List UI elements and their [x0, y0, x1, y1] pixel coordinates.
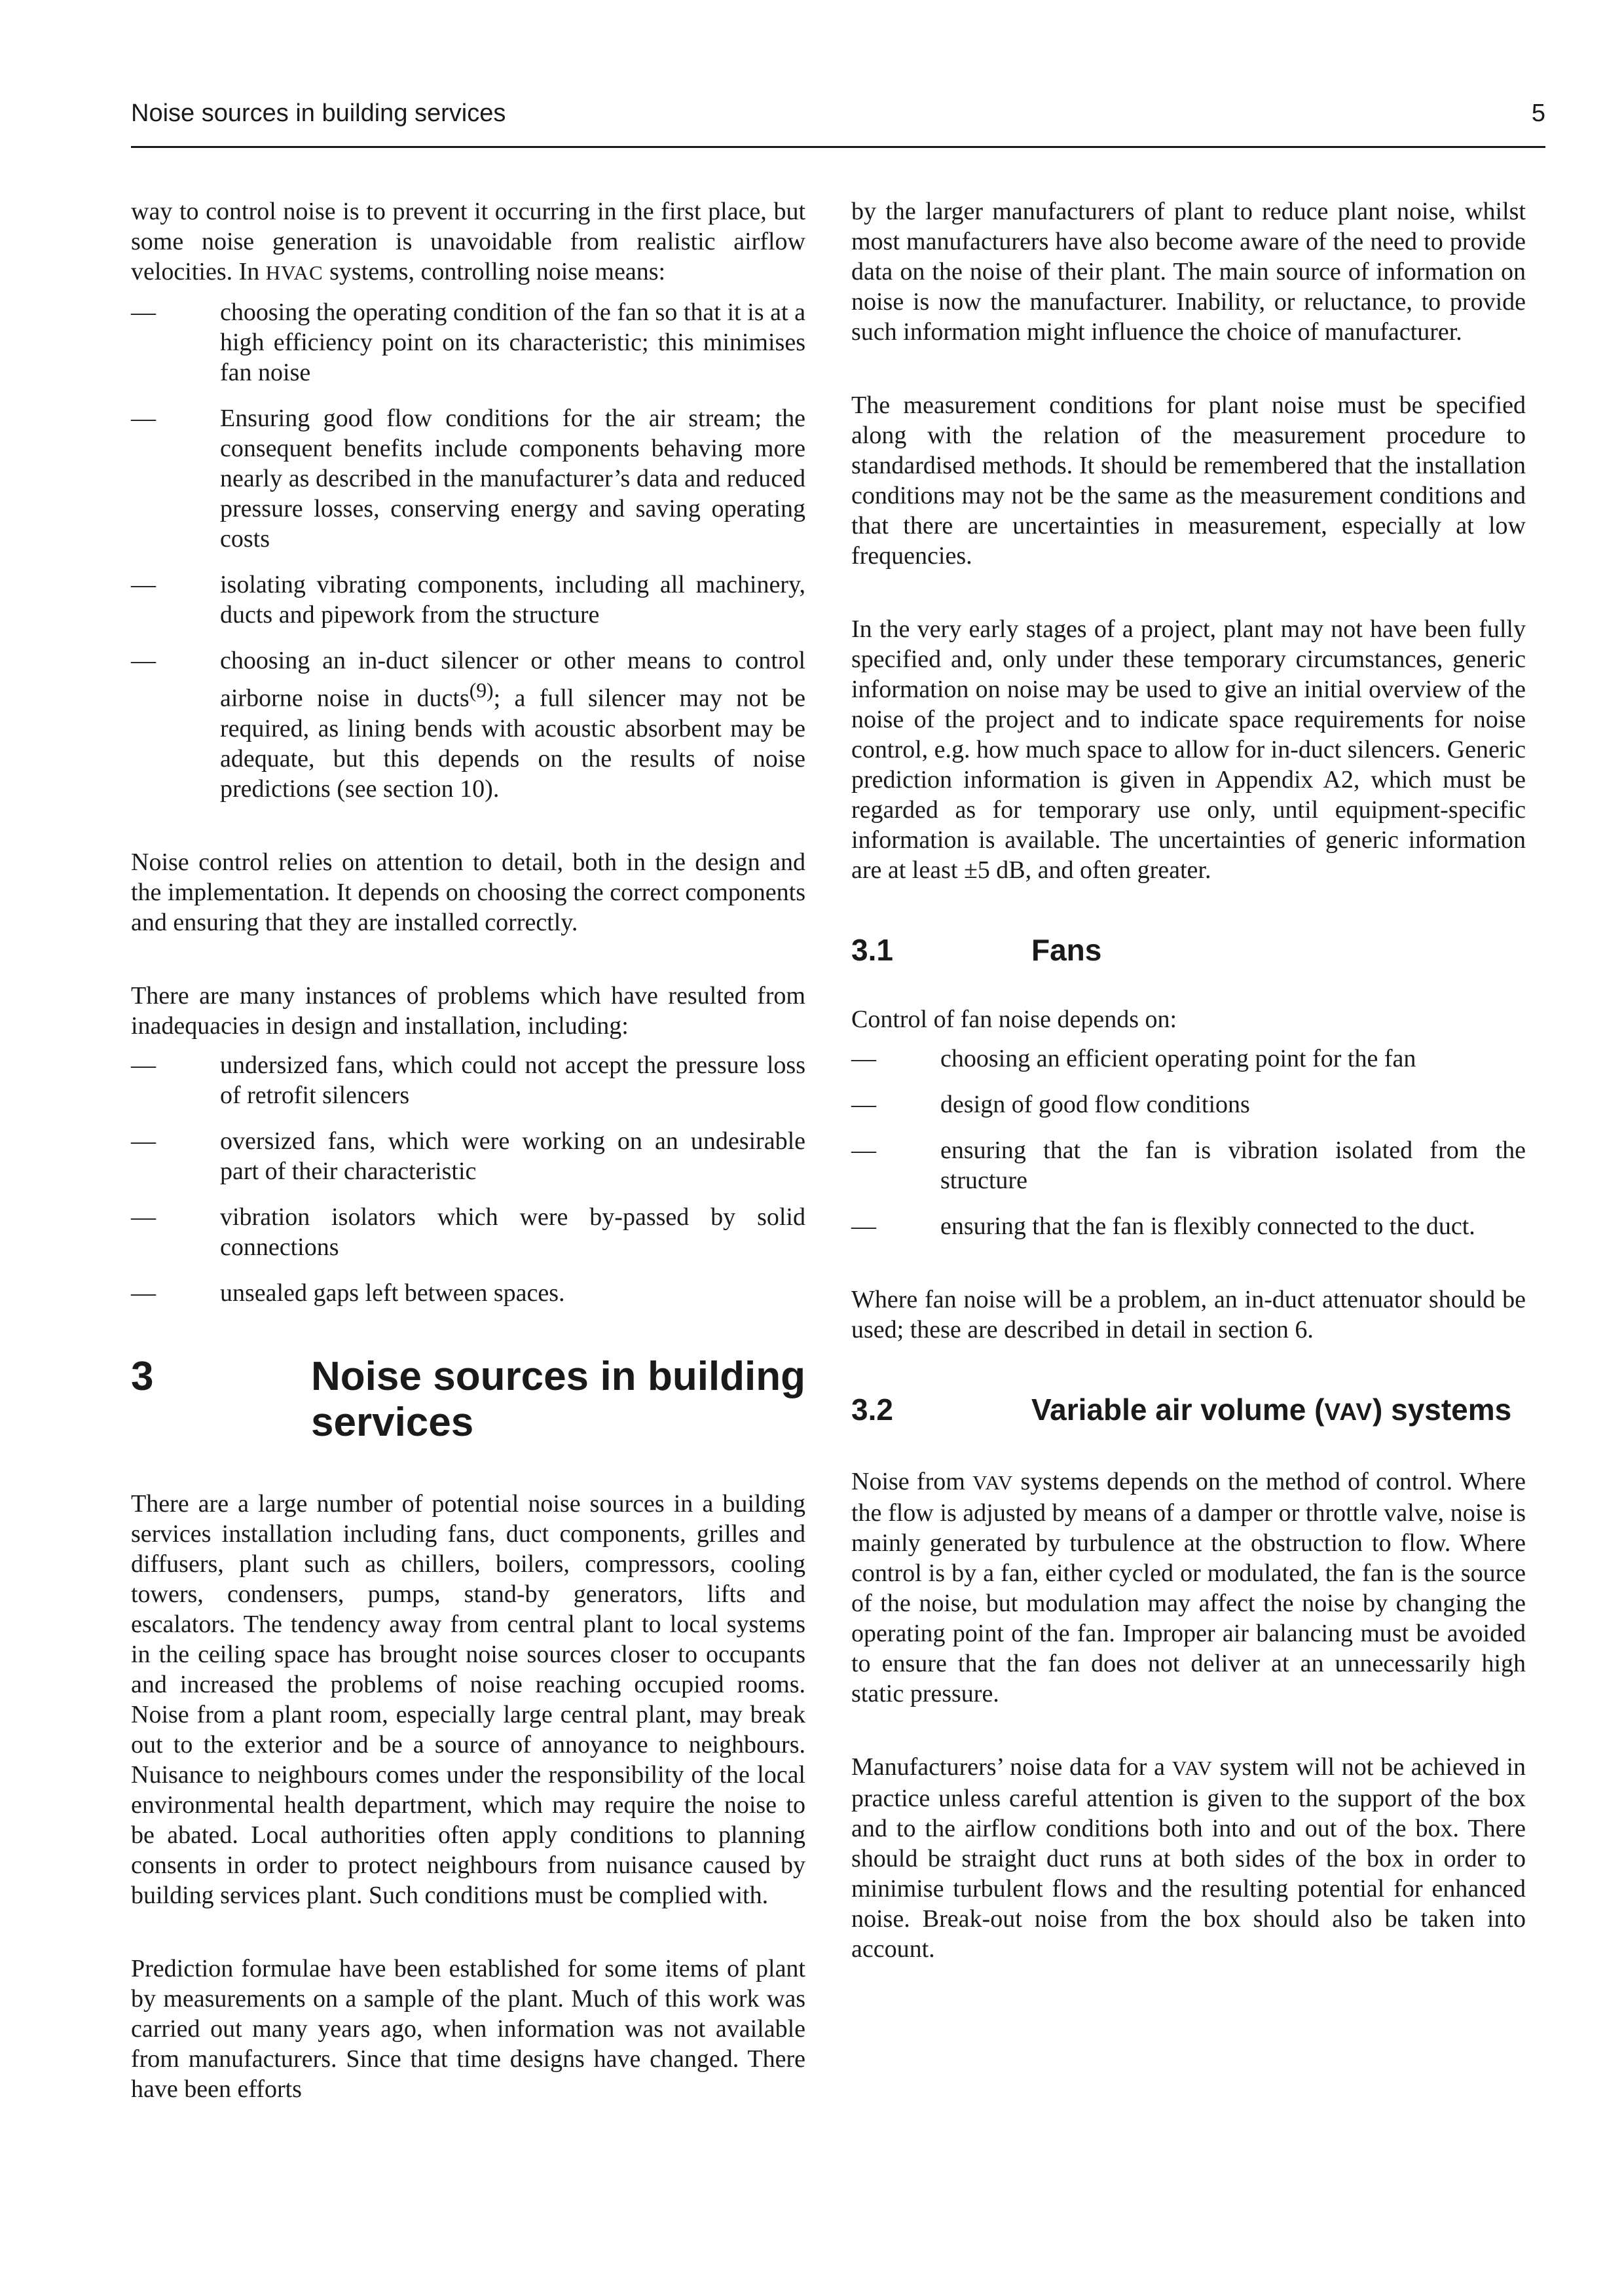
list-item: — oversized fans, which were working on an undesirable part of their characteristic	[131, 1127, 805, 1185]
list-item: — ensuring that the fan is flexibly connected to the duct.	[851, 1212, 1475, 1240]
problems-list	[131, 1050, 805, 1308]
detail-paragraph: Noise control relies on attention to detail, both in the design and the implementation. It depends on choosing the correct components and ensuring that they are installed correctly.	[131, 848, 805, 936]
manufacturers-paragraph: by the larger manufacturers of plant to reduce plant noise, whilst most manufacturers have also become aware of the need to provide data on the noise of their plant. The main source of information on noise is now the manufacturer. Inability, or reluctance, to provide such information might influence the choice of manufacturer.	[851, 198, 1526, 346]
section-title: Noise sources in building services	[311, 1353, 805, 1445]
dash-bullet: —	[131, 1203, 156, 1231]
dash-bullet: —	[131, 1127, 156, 1155]
noise-sources-paragraph: There are a large number of potential noise sources in a building services installation including fans, duct components, grilles and diffusers, plant such as chillers, boilers, compressors, cooling towers, condensers, pumps, stand-by generators, lifts and escalators. The tendency away from central plant to local systems in the ceiling space has brought noise sources closer to occupants and increased the problems of noise reaching occupied rooms. Noise from a plant room, especially large central plant, may break out to the exterior and be a source of annoyance to neighbours. Nuisance to neighbours comes under the responsibility of the local environmental health department, which may require the noise to be abated. Local authorities often apply conditions to planning consents in order to protect neighbours from nuisance caused by building services plant. Such conditions must be complied with.	[131, 1489, 805, 1909]
page-number: 5	[1531, 100, 1545, 127]
section-number: 3	[131, 1353, 154, 1399]
list-item: — unsealed gaps left between spaces.	[131, 1279, 565, 1307]
dash-bullet: —	[131, 1051, 156, 1079]
dash-bullet: —	[851, 1137, 876, 1164]
dash-bullet: —	[131, 405, 156, 432]
dash-bullet: —	[851, 1212, 876, 1240]
dash-bullet: —	[851, 1091, 876, 1118]
vav-paragraph-2: Manufacturers’ noise data for a VAV system will not be achieved in practice unless careful attention is given to the support of the box and to the airflow conditions both into and out of the box. There should be straight duct runs at both sides of the box in order to minimise turbulent flows and the resulting potential for enhanced noise. Break-out noise from the box should also be taken into account.	[851, 1753, 1526, 1963]
measurement-paragraph: The measurement conditions for plant noise must be specified along with the relation of the measurement procedure to standardised methods. It should be remembered that the installation conditions may not be the same as the measurement conditions and that there are uncertainties in measurement, especially at low frequencies.	[851, 392, 1526, 570]
section-number: 3.2	[851, 1393, 893, 1427]
list-item: — choosing an efficient operating point for the fan	[851, 1045, 1416, 1072]
dash-bullet: —	[131, 299, 156, 326]
intro-paragraph: way to control noise is to prevent it occurring in the first place, but some noise generation is unavoidable from realistic airflow velocities. In HVAC systems, controlling noise means:	[131, 198, 805, 285]
list-item: — vibration isolators which were by-passed by solid connections	[131, 1203, 805, 1261]
abbreviation-hvac: HVAC	[265, 261, 323, 284]
section-3-heading	[131, 1354, 805, 1446]
reference-superscript: (9)	[469, 679, 494, 702]
right-column	[851, 196, 1526, 2007]
section-3-2-heading	[851, 1388, 1526, 1434]
left-column	[131, 196, 805, 2147]
section-number: 3.1	[851, 933, 893, 967]
abbreviation-vav: VAV	[1324, 1398, 1373, 1425]
header-rule	[131, 146, 1545, 148]
fans-intro: Control of fan noise depends on:	[851, 1006, 1177, 1033]
list-item: — choosing the operating condition of the fan so that it is at a high efficiency point on its characteristic; this minimises fan noise	[131, 299, 805, 386]
generic-information-paragraph: In the very early stages of a project, plant may not have been fully specified and, only under these temporary circumstances, generic information on noise may be used to give an initial overview of the noise of the project and to indicate space requirements for noise control, e.g. how much space to allow for in-duct silencers. Generic prediction information is given in Appendix A2, which must be regarded as for temporary use only, until equipment-specific information is available. The uncertainties of generic information are at least ±5 dB, and often greater.	[851, 615, 1526, 884]
problems-intro: There are many instances of problems which have resulted from inadequacies in design and installation, including:	[131, 981, 805, 1040]
prediction-paragraph: Prediction formulae have been established for some items of plant by measurements on a sample of the plant. Much of this work was carried out many years ago, when information was not available from manufacturers. Since that time designs have changed. There have been efforts	[131, 1954, 805, 2103]
dash-bullet: —	[131, 571, 156, 598]
dash-bullet: —	[131, 1279, 156, 1307]
section-title: Variable air volume (VAV) systems	[1031, 1393, 1512, 1427]
section-3-1-heading	[851, 928, 1526, 972]
list-item: — design of good flow conditions	[851, 1091, 1250, 1118]
fan-noise-list	[851, 1044, 1526, 1241]
list-item: — choosing an in-duct silencer or other means to control airborne noise in ducts$^{(9)}$; a full silencer may not be required, as lining bends with acoustic absorbent may be adequate, but this depends on the results of noise predictions (see section 10).	[131, 647, 805, 803]
abbreviation-vav: VAV	[1172, 1757, 1213, 1779]
list-item: — isolating vibrating components, including all machinery, ducts and pipework from the structure	[131, 571, 805, 629]
dash-bullet: —	[851, 1045, 876, 1072]
noise-control-list	[131, 297, 805, 804]
list-item: — ensuring that the fan is vibration isolated from the structure	[851, 1137, 1526, 1194]
running-header-title: Noise sources in building services	[131, 100, 506, 127]
abbreviation-vav: VAV	[972, 1471, 1014, 1494]
list-item: — Ensuring good flow conditions for the air stream; the consequent benefits include components behaving more nearly as described in the manufacturer’s data and reduced pressure losses, conserving energy and saving operating costs	[131, 405, 805, 553]
fans-closing-paragraph: Where fan noise will be a problem, an in-duct attenuator should be used; these are described in detail in section 6.	[851, 1286, 1526, 1343]
list-item: — undersized fans, which could not accept the pressure loss of retrofit silencers	[131, 1051, 805, 1109]
vav-paragraph-1: Noise from VAV systems depends on the method of control. Where the flow is adjusted by means of a damper or throttle valve, noise is mainly generated by turbulence at the obstruction to flow. Where control is by a fan, either cycled or modulated, the fan is the source of the noise, but modulation may affect the noise by changing the operating point of the fan. Improper air balancing must be avoided to ensure that the fan does not deliver at an unnecessarily high static pressure.	[851, 1468, 1526, 1707]
dash-bullet: —	[131, 647, 156, 674]
section-title: Fans	[1031, 933, 1102, 967]
